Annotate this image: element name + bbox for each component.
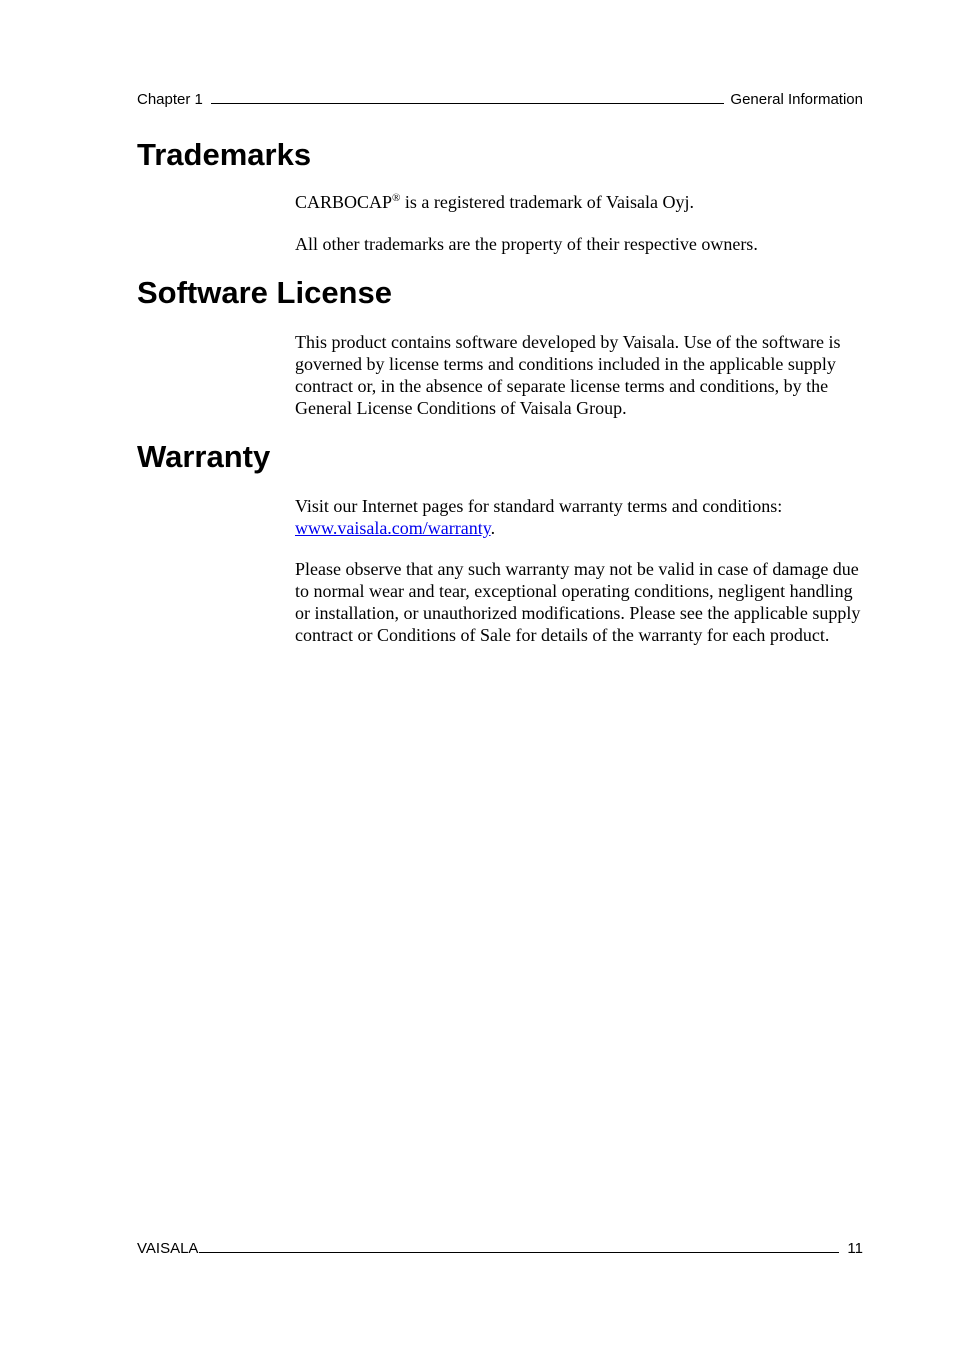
heading-trademarks: Trademarks bbox=[137, 137, 312, 172]
warranty-paragraph-1-text: Visit our Internet pages for standard warranty terms and conditions: bbox=[295, 496, 783, 516]
software-license-paragraph: This product contains software developed by Vaisala. Use of the software is governed by license terms and conditions included in the applicable supply contract or, in the absence of separate license terms and conditions, by the General License Conditions of Vaisala Group. bbox=[295, 332, 841, 418]
trademark-name: CARBOCAP bbox=[295, 192, 393, 212]
header-rule bbox=[211, 90, 725, 104]
page-number: 11 bbox=[847, 1240, 863, 1257]
trademarks-paragraph-1 bbox=[295, 191, 867, 213]
heading-warranty: Warranty bbox=[137, 439, 271, 474]
header-section-title: General Information bbox=[730, 91, 863, 108]
footer-rule bbox=[199, 1239, 839, 1253]
warranty-paragraph-2: Please observe that any such warranty may not be valid in case of damage due to normal wear and tear, exceptional operating conditions, negligent handling or installation, or unauthorized modifications. Please see the applicable supply contract or Conditions of Sale for details of the warranty for each product. bbox=[295, 559, 861, 645]
registered-mark: ® bbox=[392, 192, 401, 204]
trademarks-paragraph-1-text: is a registered trademark of Vaisala Oyj. bbox=[400, 192, 694, 212]
trademarks-paragraph-2: All other trademarks are the property of their respective owners. bbox=[295, 234, 758, 254]
page-header bbox=[137, 90, 863, 109]
warranty-paragraph-1-end: . bbox=[490, 518, 496, 538]
page-footer bbox=[137, 1239, 863, 1258]
header-chapter: Chapter 1 bbox=[137, 91, 203, 108]
warranty-paragraph-1 bbox=[295, 495, 867, 539]
footer-company: VAISALA bbox=[137, 1240, 199, 1257]
heading-software-license: Software License bbox=[137, 275, 392, 310]
warranty-link[interactable]: www.vaisala.com/warranty bbox=[295, 518, 491, 538]
